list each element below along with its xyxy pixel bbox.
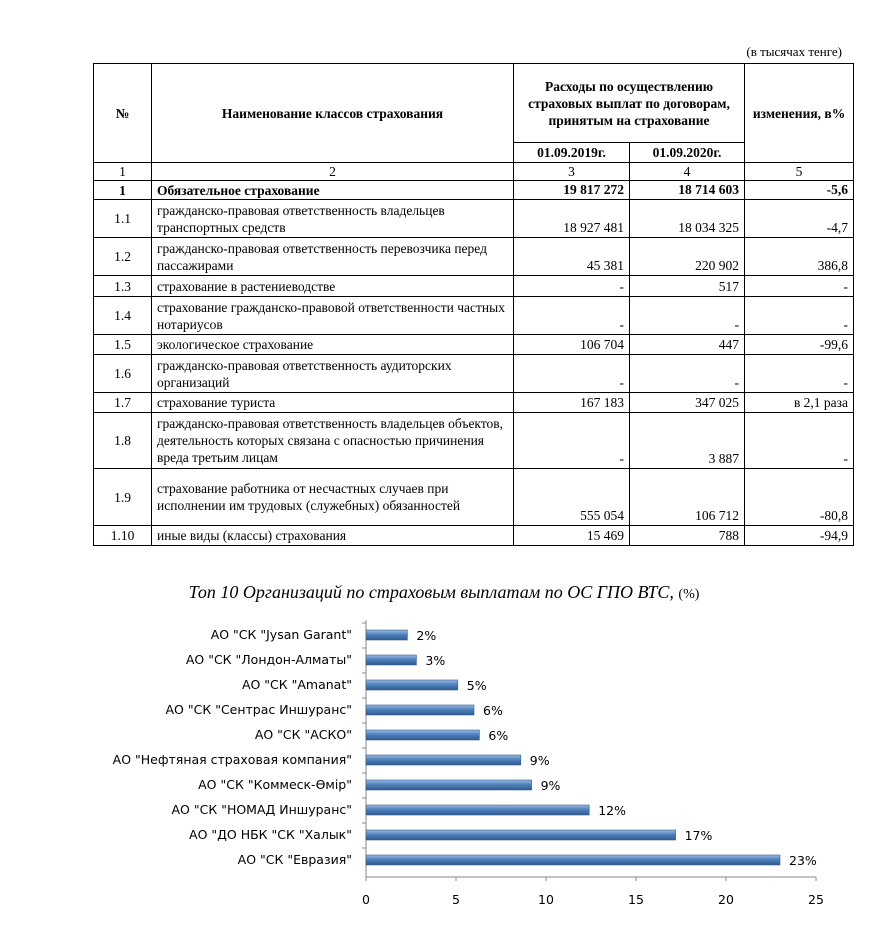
chart-title <box>0 582 888 603</box>
change-percent: -94,9 <box>745 526 854 546</box>
value-label: 9% <box>529 753 550 768</box>
bar <box>366 755 521 765</box>
table-row <box>94 276 854 297</box>
value-label: 2% <box>416 628 437 643</box>
change-percent: - <box>745 413 854 469</box>
value-label: 6% <box>483 703 503 718</box>
value-2020: 18 714 603 <box>630 181 745 200</box>
row-number: 1.1 <box>94 200 152 238</box>
value-2019: - <box>514 355 630 393</box>
value-2020: 18 034 325 <box>630 200 745 238</box>
x-tick-label: 5 <box>452 892 460 907</box>
table-row <box>94 181 854 200</box>
table-row <box>94 335 854 355</box>
category-label: АО "СК "Jysan Garant" <box>210 627 352 642</box>
value-2020: 220 902 <box>630 238 745 276</box>
value-2020: - <box>630 297 745 335</box>
value-2019: 15 469 <box>514 526 630 546</box>
category-label: АО "ДО НБК "СК "Халык" <box>189 827 352 842</box>
value-2020: 517 <box>630 276 745 297</box>
header-change: изменения, в% <box>745 64 854 163</box>
category-label: АО "Нефтяная страховая компания" <box>112 752 352 767</box>
category-label: АО "СК "Лондон-Алматы" <box>185 652 352 667</box>
units-note: (в тысячах тенге) <box>746 44 842 59</box>
header-expenses: Расходы по осуществлению страховых выплат по договорам, принятым на страхование <box>514 64 745 143</box>
value-label: 5% <box>466 678 487 693</box>
value-2019: - <box>514 276 630 297</box>
category-label: АО "СК "АСКО" <box>254 727 352 742</box>
chart-title-text: Топ 10 Организаций по страховым выплатам по ОС ГПО ВТС, <box>188 582 674 602</box>
change-percent: 386,8 <box>745 238 854 276</box>
value-2020: 788 <box>630 526 745 546</box>
change-percent: -4,7 <box>745 200 854 238</box>
row-number: 1.8 <box>94 413 152 469</box>
table-row <box>94 393 854 413</box>
x-tick-label: 20 <box>718 892 734 907</box>
row-name: Обязательное страхование <box>152 181 514 200</box>
category-label: АО "СК "Сентрас Иншуранс" <box>165 702 352 717</box>
value-2019: 106 704 <box>514 335 630 355</box>
row-number: 1.3 <box>94 276 152 297</box>
row-name: гражданско-правовая ответственность перевозчика перед пассажирами <box>152 238 514 276</box>
value-2019: - <box>514 413 630 469</box>
table-row <box>94 355 854 393</box>
row-name: иные виды (классы) страхования <box>152 526 514 546</box>
index-cell: 2 <box>152 163 514 181</box>
insurance-payments-table <box>93 63 854 546</box>
row-name: гражданско-правовая ответственность владельцев объектов, деятельность которых связана с опасностью причинения вреда третьим лицам <box>152 413 514 469</box>
value-2020: 447 <box>630 335 745 355</box>
value-label: 9% <box>540 778 561 793</box>
value-2019: 18 927 481 <box>514 200 630 238</box>
value-label: 12% <box>598 803 626 818</box>
index-cell: 1 <box>94 163 152 181</box>
row-number: 1.7 <box>94 393 152 413</box>
bar <box>366 805 589 815</box>
bar <box>366 855 780 865</box>
header-date-2019: 01.09.2019г. <box>514 143 630 163</box>
change-percent: в 2,1 раза <box>745 393 854 413</box>
header-name: Наименование классов страхования <box>152 64 514 163</box>
header-num: № <box>94 64 152 163</box>
change-percent: -5,6 <box>745 181 854 200</box>
category-label: АО "СК "Коммеск-Өмір" <box>198 777 352 792</box>
table-body <box>94 163 854 546</box>
row-name: страхование туриста <box>152 393 514 413</box>
row-name: экологическое страхование <box>152 335 514 355</box>
header-date-2020: 01.09.2020г. <box>630 143 745 163</box>
top10-bar-chart <box>0 610 888 920</box>
x-tick-label: 10 <box>538 892 554 907</box>
x-tick-label: 15 <box>628 892 644 907</box>
value-2020: - <box>630 355 745 393</box>
change-percent: - <box>745 355 854 393</box>
change-percent: -99,6 <box>745 335 854 355</box>
value-2020: 347 025 <box>630 393 745 413</box>
value-2019: - <box>514 297 630 335</box>
value-2019: 167 183 <box>514 393 630 413</box>
category-label: АО "СК "НОМАД Иншуранс" <box>171 802 352 817</box>
index-cell: 4 <box>630 163 745 181</box>
row-number: 1 <box>94 181 152 200</box>
row-name: страхование гражданско-правовой ответственности частных нотариусов <box>152 297 514 335</box>
table-row <box>94 526 854 546</box>
value-2020: 3 887 <box>630 413 745 469</box>
value-label: 23% <box>789 853 817 868</box>
change-percent: - <box>745 276 854 297</box>
x-tick-label: 25 <box>808 892 824 907</box>
row-name: страхование работника от несчастных случаев при исполнении им трудовых (служебных) обязанностей <box>152 469 514 526</box>
value-label: 6% <box>488 728 509 743</box>
bar <box>366 630 407 640</box>
value-label: 17% <box>684 828 713 843</box>
row-number: 1.4 <box>94 297 152 335</box>
bar <box>366 830 676 840</box>
bar <box>366 680 458 690</box>
value-2019: 45 381 <box>514 238 630 276</box>
row-number: 1.9 <box>94 469 152 526</box>
change-percent: -80,8 <box>745 469 854 526</box>
value-label: 3% <box>425 653 446 668</box>
table-row <box>94 297 854 335</box>
change-percent: - <box>745 297 854 335</box>
index-cell: 3 <box>514 163 630 181</box>
value-2020: 106 712 <box>630 469 745 526</box>
row-number: 1.5 <box>94 335 152 355</box>
row-name: гражданско-правовая ответственность владельцев транспортных средств <box>152 200 514 238</box>
value-2019: 19 817 272 <box>514 181 630 200</box>
x-tick-label: 0 <box>362 892 370 907</box>
table-row <box>94 238 854 276</box>
bar <box>366 705 474 715</box>
category-label: АО "СК "Amanat" <box>241 677 352 692</box>
category-label: АО "СК "Евразия" <box>237 852 352 867</box>
value-2019: 555 054 <box>514 469 630 526</box>
row-name: страхование в растениеводстве <box>152 276 514 297</box>
table-row <box>94 413 854 469</box>
table-row <box>94 469 854 526</box>
index-cell: 5 <box>745 163 854 181</box>
row-name: гражданско-правовая ответственность аудиторских организаций <box>152 355 514 393</box>
chart-title-unit: (%) <box>678 587 700 602</box>
row-number: 1.10 <box>94 526 152 546</box>
row-number: 1.2 <box>94 238 152 276</box>
row-number: 1.6 <box>94 355 152 393</box>
column-index-row <box>94 163 854 181</box>
table-row <box>94 200 854 238</box>
bar <box>366 780 532 790</box>
bar <box>366 730 479 740</box>
bar <box>366 655 416 665</box>
